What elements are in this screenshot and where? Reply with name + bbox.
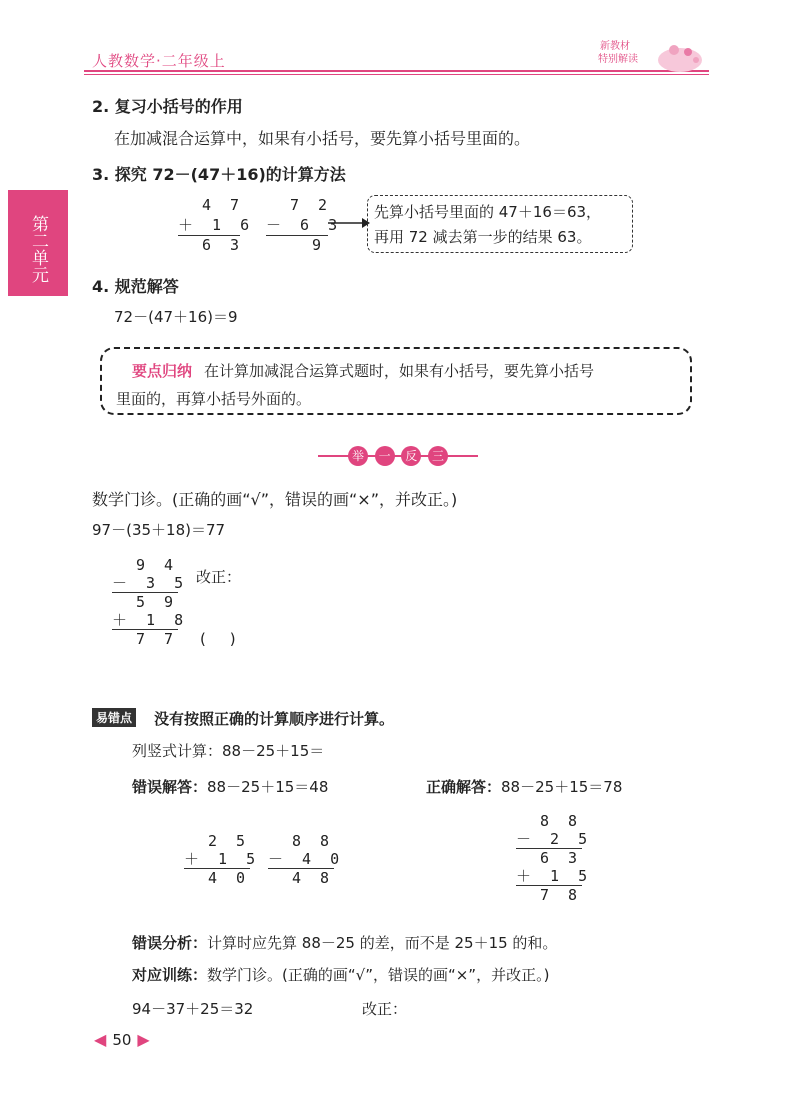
vertical-calc-add: [178, 196, 255, 254]
section3-heading: 3. 探究 72－(47＋16)的计算方法: [92, 165, 346, 184]
calc-result: 9: [312, 236, 327, 254]
mistake-badge: 易错点: [92, 708, 136, 727]
banner-char: 三: [428, 446, 448, 466]
wrong-calc-add: 2 5 ＋ 1 5 4 0: [184, 832, 261, 887]
clinic-expression: 97－(35＋18)＝77: [92, 521, 226, 539]
right-expr: 88－25＋15＝78: [501, 778, 623, 796]
analysis-label: 错误分析：: [132, 934, 208, 952]
wrong-answer: [132, 776, 328, 797]
section4-answer: 72－(47＋16)＝9: [114, 308, 238, 326]
badge-line2: 特别解读: [598, 54, 638, 65]
calc-top: 7 2: [290, 196, 333, 214]
key-points-text2: 里面的，再算小括号外面的。: [116, 390, 312, 408]
page-number-nav: [94, 1030, 150, 1049]
wrong-calc-sub: 8 8 － 4 0 4 8: [268, 832, 345, 887]
wrong-label: 错误解答：: [132, 778, 208, 796]
header-title: 人教数学·二年级上: [92, 52, 226, 70]
wrong-expr: 88－25＋15＝48: [207, 778, 329, 796]
header-rule-thin: [84, 74, 709, 75]
practice-banner: [318, 446, 478, 466]
right-label: 正确解答：: [426, 778, 502, 796]
section2-text: 在加减混合运算中，如果有小括号，要先算小括号里面的。: [114, 129, 531, 148]
method-note-line1: 先算小括号里面的 47＋16＝63，: [374, 203, 602, 221]
vertical-calc-sub: [266, 196, 343, 254]
calc-result: 6 3: [202, 236, 245, 254]
calc-operator: ＋: [178, 216, 199, 234]
training-correction: 改正：: [362, 1000, 408, 1018]
page-number: 50: [112, 1030, 132, 1049]
section4-heading: 4. 规范解答: [92, 277, 179, 296]
arrow-right-icon: [328, 216, 370, 230]
right-calc: 8 8 － 2 5 6 3 ＋ 1 5 7 8: [516, 812, 593, 904]
right-answer: [426, 776, 622, 797]
calc-second: 1 6: [212, 216, 255, 234]
calc-top: 4 7: [202, 196, 245, 214]
clinic-correction-label: 改正：: [196, 568, 242, 586]
clinic-answer-paren[interactable]: ( ): [200, 630, 236, 648]
unit-tab: 第二单元: [8, 190, 68, 296]
next-arrow-icon: ▶: [137, 1030, 150, 1049]
training-text: 数学门诊。(正确的画“√”，错误的画“×”，并改正。): [207, 966, 550, 984]
section2-heading: 2. 复习小括号的作用: [92, 97, 243, 116]
calc-second: 6 3: [300, 216, 343, 234]
banner-char: 举: [348, 446, 368, 466]
key-points-label: 要点归纳: [132, 362, 193, 380]
key-points-text1: 在计算加减混合运算式题时，如果有小括号，要先算小括号: [204, 362, 595, 380]
header-badge: [592, 40, 704, 72]
clinic-vertical-calc: 9 4 － 3 5 5 9 ＋ 1 8 7 7: [112, 556, 189, 648]
training-expression: 94－37＋25＝32: [132, 1000, 254, 1018]
calc-operator: －: [266, 216, 287, 234]
badge-line1: 新教材: [600, 41, 630, 52]
banner-char: 一: [375, 446, 395, 466]
clinic-instruction: 数学门诊。(正确的画“√”，错误的画“×”，并改正。): [92, 490, 458, 509]
mistake-prompt: 列竖式计算：88－25＋15＝: [132, 742, 325, 760]
method-note-box: [367, 195, 633, 253]
mistake-title: 没有按照正确的计算顺序进行计算。: [154, 710, 395, 728]
banner-char: 反: [401, 446, 421, 466]
error-analysis: [132, 932, 557, 953]
prev-arrow-icon: ◀: [94, 1030, 107, 1049]
method-note-line2: 再用 72 减去第一步的结果 63。: [374, 228, 592, 246]
analysis-text: 计算时应先算 88－25 的差，而不是 25＋15 的和。: [207, 934, 558, 952]
training: [132, 964, 549, 985]
training-label: 对应训练：: [132, 966, 208, 984]
key-points-box: [100, 347, 692, 415]
